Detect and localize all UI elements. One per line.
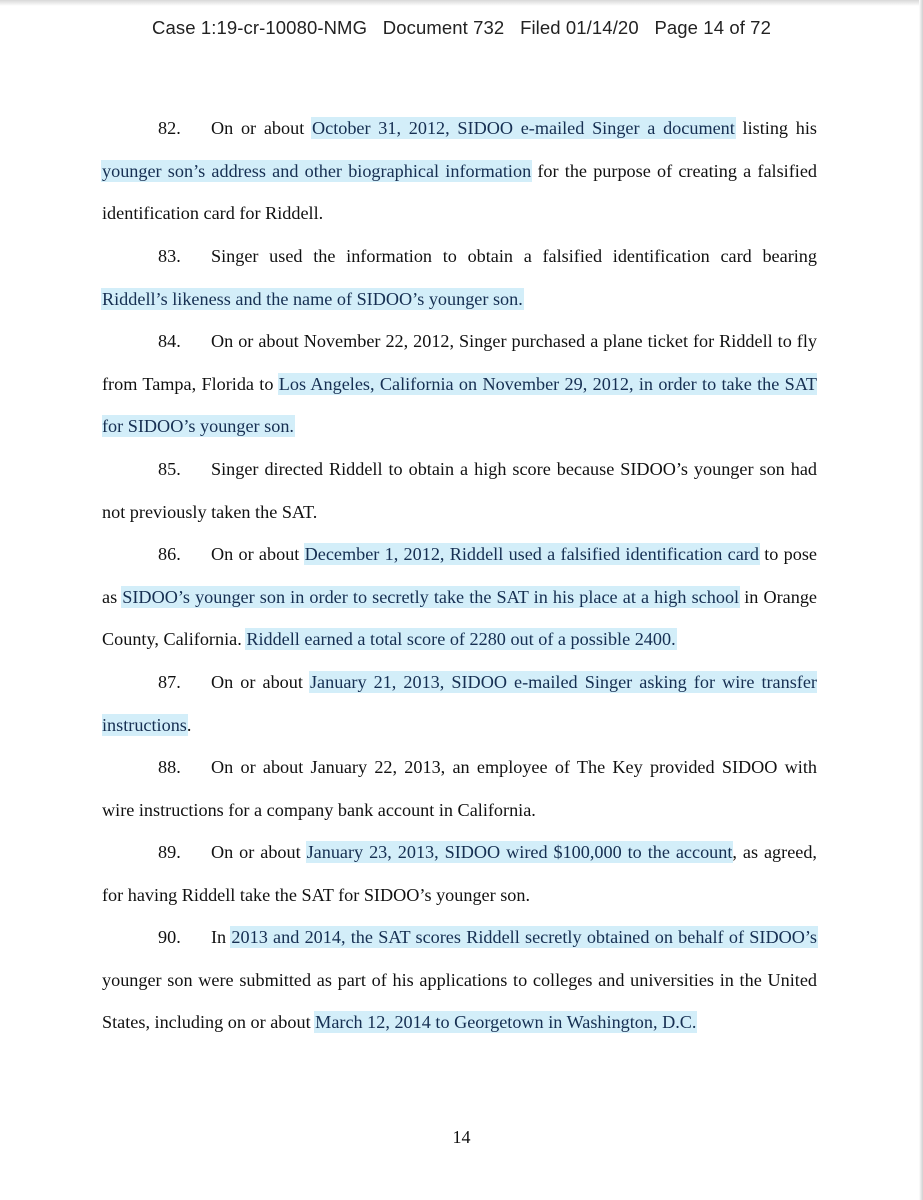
paragraph-85 (102, 448, 817, 533)
paragraph-number: 84. (158, 331, 181, 351)
paragraph-number: 85. (158, 459, 181, 479)
paragraph-83 (102, 235, 817, 320)
highlighted-text: December 1, 2012, Riddell used a falsified identification card (304, 544, 759, 564)
paragraph-text: in Orange County, California. (102, 586, 817, 650)
paragraph-number: 86. (158, 544, 181, 564)
document-number: Document 732 (382, 17, 505, 38)
highlighted-text: Riddell’s likeness and the name of SIDOO’s younger son. (102, 288, 523, 309)
paragraph-number: 88. (158, 757, 181, 777)
case-number: Case 1:19-cr-10080-NMG (152, 17, 368, 38)
page-number: 14 (452, 1127, 471, 1147)
case-header (0, 17, 923, 39)
paragraph-84 (102, 320, 817, 448)
highlighted-text: SIDOO’s younger son in order to secretly take the SAT in his place at a high school (122, 586, 740, 607)
paragraph-text: On or about January 22, 2013, an employee of The Key provided SIDOO with wire instructions for a company bank account in California. (102, 757, 817, 820)
paragraph-text: for the purpose of creating a falsified identification card for Riddell. (102, 160, 817, 224)
paragraph-86 (102, 533, 817, 661)
highlighted-text: 2013 and 2014, the SAT scores Riddell secretly obtained on behalf of SIDOO’s (231, 927, 817, 947)
paragraph-text: On or about (211, 672, 310, 692)
paragraph-text: On or about (211, 118, 312, 138)
paragraph-text: , as agreed, for having Riddell take the SAT for SIDOO’s younger son. (102, 842, 817, 905)
paragraph-number: 89. (158, 842, 181, 862)
paragraph-90 (102, 916, 817, 1044)
paragraph-number: 87. (158, 672, 181, 692)
paragraph-text: younger son were submitted as part of his applications to colleges and universities in the United States, including on or about (102, 969, 817, 1033)
paragraph-text: Singer used the information to obtain a falsified identification card bearing (211, 246, 817, 266)
paragraph-text: On or about (211, 842, 307, 862)
page-right-edge (919, 0, 923, 1200)
highlighted-text: January 21, 2013, SIDOO e-mailed Singer asking for wire transfer instructions (102, 672, 817, 735)
paragraph-text: On or about November 22, 2012, Singer purchased a plane ticket for Riddell to fly from Tampa, Florida to (102, 331, 817, 394)
paragraph-text: In (211, 927, 232, 947)
highlighted-text: January 23, 2013, SIDOO wired $100,000 to the account (306, 842, 733, 862)
paragraph-text: to pose as (102, 544, 817, 607)
paragraph-number: 90. (158, 927, 181, 947)
page-top-edge (0, 0, 923, 6)
paragraph-89 (102, 831, 817, 916)
paragraph-87 (102, 661, 817, 746)
paragraph-88 (102, 746, 817, 831)
paragraph-text: . (186, 714, 192, 735)
highlighted-text: Los Angeles, California on November 29, 2012, in order to take the SAT for SIDOO’s younger son. (102, 373, 817, 437)
page-indicator: Page 14 of 72 (654, 17, 771, 38)
paragraph-text: listing his (734, 118, 817, 138)
paragraph-text: On or about (211, 544, 305, 564)
paragraph-82 (102, 107, 817, 235)
highlighted-text: younger son’s address and other biographical information (102, 160, 532, 181)
paragraph-number: 83. (158, 246, 181, 266)
highlighted-text: March 12, 2014 to Georgetown in Washington, D.C. (315, 1012, 697, 1033)
highlighted-text: October 31, 2012, SIDOO e-mailed Singer a document (311, 118, 735, 138)
paragraph-text: Singer directed Riddell to obtain a high score because SIDOO’s younger son had not previously taken the SAT. (102, 459, 817, 522)
filed-date: Filed 01/14/20 (520, 17, 639, 38)
highlighted-text: Riddell earned a total score of 2280 out of a possible 2400. (246, 629, 676, 650)
paragraph-number: 82. (158, 118, 181, 138)
